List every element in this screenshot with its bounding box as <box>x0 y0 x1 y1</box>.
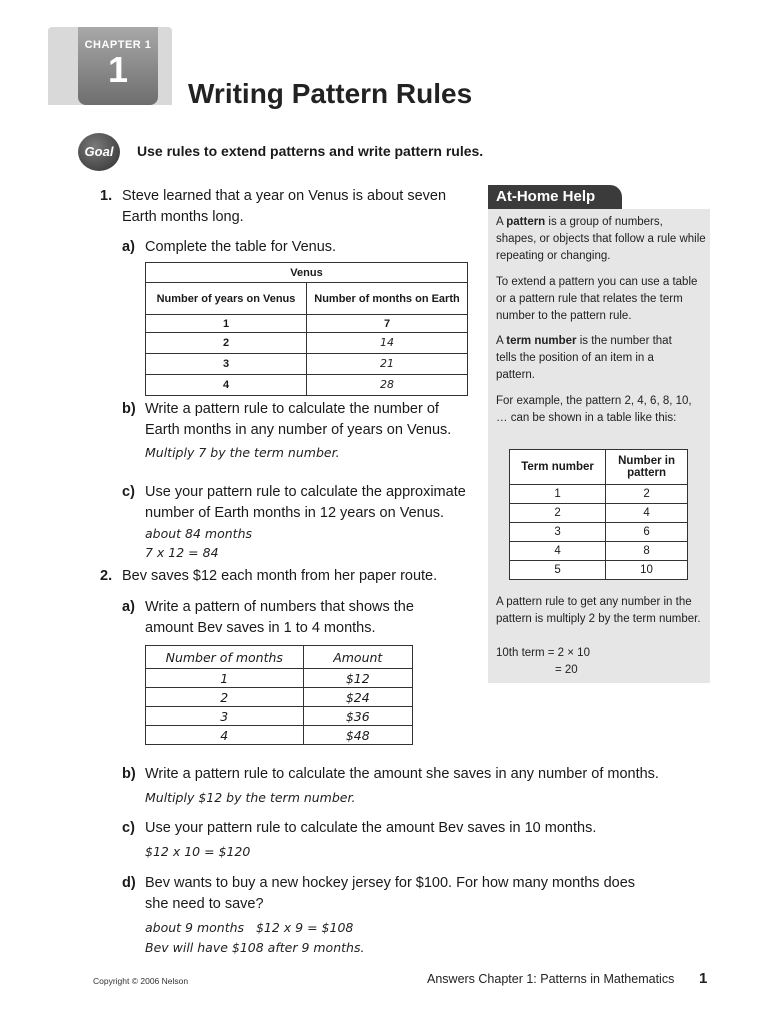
help-cell: 2 <box>510 504 606 523</box>
table-row <box>146 669 413 688</box>
bev-cell: $48 <box>303 726 412 745</box>
help-cell: 3 <box>510 523 606 542</box>
q2d-answer-2: Bev will have $108 after 9 months. <box>145 940 365 955</box>
q1c-answer-2: 7 x 12 = 84 <box>145 545 219 560</box>
help-text: A <box>496 216 507 228</box>
bev-table <box>145 645 413 745</box>
q1a-label: a) <box>122 239 135 255</box>
table-row <box>146 688 413 707</box>
table-row <box>146 707 413 726</box>
q2b-label: b) <box>122 766 136 782</box>
q2-number: 2. <box>100 568 113 584</box>
q2c-label: c) <box>122 820 135 836</box>
page-title: Writing Pattern Rules <box>188 78 473 109</box>
venus-cell: 7 <box>307 315 468 333</box>
bev-cell: 3 <box>146 707 304 726</box>
help-term: term number <box>506 335 577 347</box>
bev-cell: 1 <box>146 669 304 688</box>
q2a-text: Write a pattern of numbers that shows the amount Bev saves in 1 to 4 months. <box>145 599 414 636</box>
venus-table <box>145 262 468 396</box>
help-cell: 2 <box>606 485 688 504</box>
table-row <box>510 450 688 485</box>
at-home-help-heading: At-Home Help <box>488 185 622 209</box>
help-cell: 4 <box>510 542 606 561</box>
help-cell: 6 <box>606 523 688 542</box>
help-paragraph-example: For example, the pattern 2, 4, 6, 8, 10, … can be shown in a table like this: <box>496 395 692 424</box>
q1-number: 1. <box>100 188 113 204</box>
venus-header-years: Number of years on Venus <box>146 283 307 315</box>
help-cell: 5 <box>510 561 606 580</box>
venus-cell: 1 <box>146 315 307 333</box>
table-row <box>510 561 688 580</box>
venus-table-title: Venus <box>146 263 468 283</box>
q1c-label: c) <box>122 484 135 500</box>
venus-cell: 2 <box>146 333 307 354</box>
bev-cell: 2 <box>146 688 304 707</box>
help-text: A <box>496 335 507 347</box>
q1b-answer: Multiply 7 by the term number. <box>145 445 340 460</box>
help-cell: 8 <box>606 542 688 561</box>
chapter-label: CHAPTER 1 <box>84 39 152 51</box>
q1b-text: Write a pattern rule to calculate the number of Earth months in any number of years on Venus. <box>145 401 452 438</box>
table-row <box>146 333 468 354</box>
table-row <box>146 646 413 669</box>
q2b-answer: Multiply $12 by the term number. <box>145 790 356 805</box>
q2-text: Bev saves $12 each month from her paper route. <box>122 568 438 584</box>
help-equation-1: 10th term = 2 × 10 <box>496 647 590 659</box>
goal-text: Use rules to extend patterns and write pattern rules. <box>137 143 484 159</box>
help-term: pattern <box>506 216 546 228</box>
goal-badge: Goal <box>78 133 120 171</box>
footer-section: Answers Chapter 1: Patterns in Mathematics <box>427 972 675 986</box>
help-pattern-table <box>509 449 688 580</box>
venus-cell: 3 <box>146 354 307 375</box>
table-row <box>510 523 688 542</box>
q2d-text: Bev wants to buy a new hockey jersey for $100. For how many months does she need to save? <box>145 875 636 912</box>
q1c-text: Use your pattern rule to calculate the approximate number of Earth months in 12 years on Venus. <box>145 484 466 521</box>
table-row <box>510 504 688 523</box>
q2c-text: Use your pattern rule to calculate the amount Bev saves in 10 months. <box>145 820 597 836</box>
help-paragraph-extend: To extend a pattern you can use a table or a pattern rule that relates the term number to the pattern rule. <box>496 276 698 322</box>
help-equation-2: = 20 <box>555 664 578 676</box>
copyright-text: Copyright © 2006 Nelson <box>93 976 189 986</box>
q1-text: Steve learned that a year on Venus is about seven Earth months long. <box>122 188 447 225</box>
q1a-text: Complete the table for Venus. <box>145 239 337 255</box>
bev-cell: $24 <box>303 688 412 707</box>
chapter-tab-badge <box>78 27 158 105</box>
table-row <box>510 542 688 561</box>
table-row <box>146 354 468 375</box>
q2c-answer: $12 x 10 = $120 <box>145 844 251 859</box>
bev-header-amount: Amount <box>303 646 412 669</box>
help-text: is the number that tells the position of an item in a pattern. <box>496 335 672 381</box>
bev-cell: $36 <box>303 707 412 726</box>
help-text: is a group of numbers, shapes, or objects that follow a rule while repeating or changing. <box>496 216 706 262</box>
page-number: 1 <box>699 970 708 987</box>
help-header-number: Number in pattern <box>606 450 688 485</box>
q2d-answer-1: about 9 months $12 x 9 = $108 <box>145 920 354 935</box>
q2a-label: a) <box>122 599 135 615</box>
q2b-text: Write a pattern rule to calculate the amount she saves in any number of months. <box>145 766 659 782</box>
help-cell: 10 <box>606 561 688 580</box>
venus-cell-answer: 21 <box>307 354 468 375</box>
table-row <box>146 315 468 333</box>
table-row <box>146 375 468 396</box>
q1b-label: b) <box>122 401 136 417</box>
chapter-tab <box>48 27 172 105</box>
help-header-term: Term number <box>510 450 606 485</box>
help-cell: 1 <box>510 485 606 504</box>
venus-cell-answer: 28 <box>307 375 468 396</box>
chapter-number: 1 <box>107 49 129 90</box>
venus-cell-answer: 14 <box>307 333 468 354</box>
q1c-answer-1: about 84 months <box>145 526 253 541</box>
q2d-label: d) <box>122 875 136 891</box>
bev-cell: 4 <box>146 726 304 745</box>
bev-cell: $12 <box>303 669 412 688</box>
help-paragraph-rule: A pattern rule to get any number in the pattern is multiply 2 by the term number. <box>496 596 701 625</box>
help-paragraph-pattern <box>496 214 706 265</box>
venus-header-months: Number of months on Earth <box>307 283 468 315</box>
help-paragraph-term-number <box>496 333 686 384</box>
bev-header-months: Number of months <box>146 646 304 669</box>
help-cell: 4 <box>606 504 688 523</box>
table-row <box>510 485 688 504</box>
table-row <box>146 726 413 745</box>
venus-cell: 4 <box>146 375 307 396</box>
